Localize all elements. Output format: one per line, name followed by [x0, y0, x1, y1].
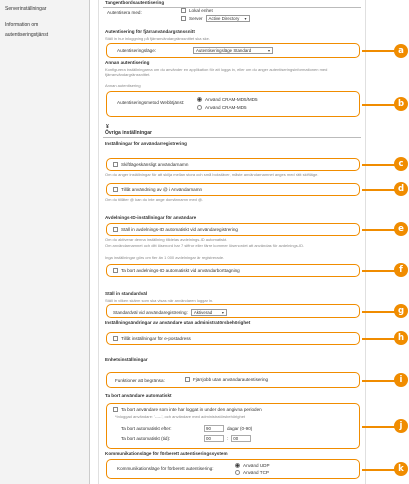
- chevron-down-icon: ▾: [244, 16, 247, 21]
- callout-badge-i: i: [394, 373, 408, 387]
- callout-line: [362, 270, 395, 272]
- auto-dept-checkbox[interactable]: [113, 227, 118, 232]
- callout-badge-c: c: [394, 157, 408, 171]
- callout-line: [362, 469, 395, 471]
- delete-after-unit: dagar (0-90): [227, 426, 253, 431]
- callout-badge-d: d: [394, 182, 408, 196]
- auto-dept-note3: Inga inställningar görs om fler än 1 000 avdelningar är registrerade.: [105, 255, 225, 260]
- divider: [103, 137, 361, 138]
- highlight-b: [106, 91, 360, 117]
- highlight-c: [106, 158, 360, 171]
- callout-line: [362, 338, 395, 340]
- delete-after-label: Ta bort automatiskt efter:: [121, 426, 172, 431]
- cram-md5-md5-label: Använd CRAM-MD5/MD5: [205, 97, 258, 102]
- local-label: Lokal enhet: [189, 8, 213, 13]
- login-mode-label: Autentiseringsläge:: [117, 48, 157, 53]
- comm-mode-title: Kommunikationsläge för förberett autentiseringssystem: [105, 451, 228, 456]
- web-auth-label: Autentiseringsmetod Webbtjänst:: [117, 100, 185, 105]
- udp-row: [235, 463, 270, 468]
- callout-badge-a: a: [394, 44, 408, 58]
- chevron-down-icon: ▾: [221, 310, 224, 315]
- other-auth-note: Konfigurera inställningarna om du använder en applikation för att logga in, eller om du anger autentiseringsinformationen med fjärranvändargränssnittet.: [105, 67, 328, 77]
- web-opt2-row: [197, 105, 247, 110]
- remote-job-row: [185, 377, 268, 382]
- default-select-value: Aktiverad: [193, 310, 213, 315]
- highlight-d: [106, 183, 360, 196]
- login-mode-select-row: [193, 47, 273, 54]
- auto-del-user-title: Ta bort användare automatiskt: [105, 393, 172, 398]
- callout-badge-k: k: [394, 462, 408, 476]
- auto-dept-note: Om du aktiverar denna inställning tilldelas avdelnings-ID automatiskt.: [105, 237, 228, 242]
- callout-badge-b: b: [394, 97, 408, 111]
- auto-del-dept-label: Ta bort avdelnings-ID automatiskt vid användarborttagning: [121, 268, 240, 273]
- auto-dept-note2: Om användarnamnet och ditt lösenord har 7 siffror eller färre kommer lösenordet att användas för avdelnings-ID.: [105, 243, 305, 248]
- auto-del-user-note: *Inloggad användare: '-----', och användare med administratörsbehörighet: [115, 414, 246, 419]
- auto-dept-label: Ställ in avdelnings-ID automatiskt vid användaregistrering: [121, 227, 238, 232]
- callout-badge-g: g: [394, 304, 408, 318]
- allow-at-note: Om du tillåter @ kan du inte ange domännamn med @.: [105, 197, 204, 202]
- callout-badge-j: j: [394, 419, 408, 433]
- highlight-i: [106, 372, 360, 388]
- callout-line: [362, 380, 395, 382]
- highlight-k: [106, 459, 360, 479]
- udp-label: Använd UDP: [243, 463, 270, 468]
- login-method-note: Ställ in hur inloggning på fjärranvändargränssnittet ska ske.: [105, 36, 210, 41]
- tcp-row: [235, 470, 269, 475]
- auto-del-user-row: [113, 407, 262, 412]
- restrict-row: [115, 378, 165, 383]
- auto-del-user-label: Ta bort användare som inte har loggat in under den angivna perioden: [121, 407, 262, 412]
- highlight-g: [106, 304, 360, 318]
- remote-job-label: Fjärrjobb utan användarautentisering: [193, 377, 269, 382]
- local-checkbox[interactable]: [181, 8, 186, 13]
- comm-mode-row: [117, 466, 214, 471]
- cram-md5-label: Använd CRAM-MD5: [205, 105, 247, 110]
- auth-with-row: [107, 10, 142, 15]
- highlight-h: [106, 332, 360, 345]
- case-sensitive-label: Skiftlägeskänsligt användarnamn: [121, 162, 189, 167]
- settings-panel: [98, 0, 366, 484]
- cram-md5-radio[interactable]: [197, 105, 202, 110]
- server-option-row: [181, 15, 250, 22]
- standby-title: Ställ in standardväl: [105, 291, 148, 296]
- other-auth-note2: Annan autentisering: [105, 83, 141, 88]
- allow-at-row: [113, 187, 202, 192]
- chevron-down-icon: ▾: [267, 48, 270, 53]
- delete-time-label: Ta bort automatiskt (tid):: [121, 436, 171, 441]
- sidebar-item-server-settings[interactable]: Serverinställningar: [5, 6, 47, 12]
- callout-line: [362, 229, 395, 231]
- sidebar: [0, 0, 90, 484]
- hour-input[interactable]: 00: [204, 435, 224, 442]
- sidebar-item-auth-info[interactable]: Information om: [5, 22, 39, 28]
- cram-md5-md5-radio[interactable]: [197, 97, 202, 102]
- case-sensitive-checkbox[interactable]: [113, 162, 118, 167]
- server-select[interactable]: [206, 15, 250, 22]
- delete-after-row: [121, 425, 252, 432]
- sidebar-item-auth-service[interactable]: autentiseringstjänst: [5, 32, 49, 38]
- default-select-label: Standardväl vid användaregistrering:: [113, 310, 188, 315]
- login-mode-select[interactable]: [193, 47, 273, 54]
- login-mode-value: Autentiseringsläge Standard: [196, 48, 252, 53]
- auto-del-user-checkbox[interactable]: [113, 407, 118, 412]
- callout-badge-f: f: [394, 263, 408, 277]
- divider: [103, 7, 361, 8]
- collapse-icon[interactable]: ¥: [106, 124, 109, 130]
- user-reg-title: Inställningar för användarregistrering: [105, 141, 187, 146]
- callout-line: [362, 426, 395, 428]
- remote-job-checkbox[interactable]: [185, 377, 190, 382]
- callout-badge-h: h: [394, 331, 408, 345]
- udp-radio[interactable]: [235, 463, 240, 468]
- email-setting-label: Tillåt inställningar för e-postadress: [121, 336, 191, 341]
- tcp-label: Använd TCP: [243, 470, 269, 475]
- web-auth-row: [117, 100, 184, 105]
- auto-del-dept-row: [113, 268, 240, 273]
- callout-line: [362, 311, 395, 313]
- comm-mode-label: Kommunikationsläge för förberett autentisering:: [117, 466, 214, 471]
- server-label: Server: [189, 16, 203, 21]
- allow-at-label: Tillåt användning av @ i Användarnamn: [121, 187, 203, 192]
- callout-badge-e: e: [394, 222, 408, 236]
- allow-at-checkbox[interactable]: [113, 187, 118, 192]
- login-mode-row: [117, 48, 156, 53]
- dept-id-title: Avdelnings-ID-inställningar för användare: [105, 215, 197, 220]
- server-select-value: Active Directory: [208, 16, 240, 21]
- restrict-label: Funktioner att begränsa:: [115, 378, 165, 383]
- auto-dept-row: [113, 227, 238, 232]
- web-opt1-row: [197, 97, 258, 102]
- case-sensitive-row: [113, 162, 188, 167]
- email-setting-row: [113, 336, 191, 341]
- highlight-a: [106, 43, 360, 58]
- server-checkbox[interactable]: [181, 16, 186, 21]
- local-option-row: [181, 8, 213, 13]
- highlight-e: [106, 223, 360, 236]
- non-admin-title: Inställningsändringar av användare utan administratörsbehörighet: [105, 320, 251, 325]
- time-colon: :: [227, 436, 229, 441]
- highlight-f: [106, 264, 360, 277]
- tcp-radio[interactable]: [235, 470, 240, 475]
- standby-note: Ställ in vilken skärm som ska visas när användaren loggar in.: [105, 298, 214, 303]
- unit-settings-title: Enhetsinställningar: [105, 357, 148, 362]
- login-method-title: Autentisering för fjärranvändargränssnitt: [105, 29, 195, 34]
- delete-time-row: [121, 435, 251, 442]
- highlight-j: [106, 403, 360, 449]
- default-select[interactable]: [191, 309, 227, 316]
- callout-line: [362, 104, 395, 106]
- auth-with-label: Autentisera med:: [107, 10, 142, 15]
- default-select-row: [113, 309, 227, 316]
- callout-line: [362, 189, 395, 191]
- callout-line: [362, 164, 395, 166]
- other-auth-title: Annan autentisering: [105, 60, 150, 65]
- minute-input[interactable]: 00: [231, 435, 251, 442]
- delete-after-input[interactable]: 90: [204, 425, 224, 432]
- keyboard-auth-title: Tangentbordsautentisering: [105, 0, 165, 5]
- email-setting-checkbox[interactable]: [113, 336, 118, 341]
- callout-line: [362, 50, 395, 52]
- auto-del-dept-checkbox[interactable]: [113, 268, 118, 273]
- case-sensitive-note: Om du anger inställningar för att skilja mellan stora och små bokstäver, måste användarnamnet anges med rätt skiftläge.: [105, 172, 319, 177]
- other-settings-title: Övriga inställningar: [105, 130, 152, 136]
